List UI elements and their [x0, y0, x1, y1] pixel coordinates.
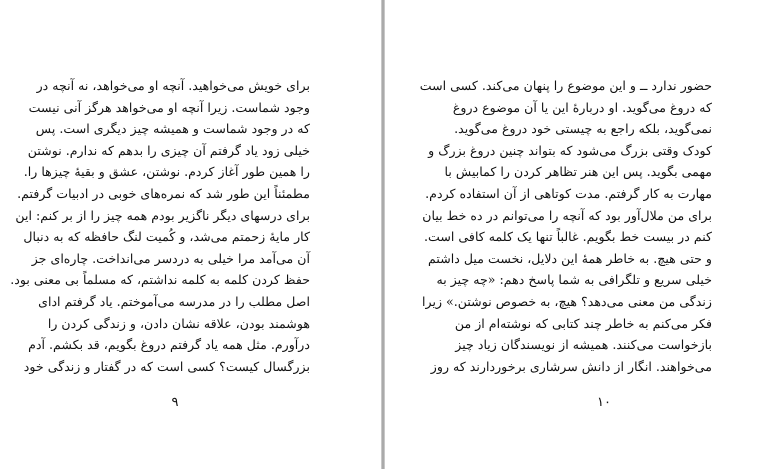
text-line: برای درسهای دیگر ناگزیر بودم همه چیز را از بر کنم: این	[15, 207, 310, 223]
text-line: مهارت به کار گرفتم. مدت کوتاهی از آن استفاده کردم.	[425, 185, 712, 201]
text-line: حضور ندارد ــ و این موضوع را پنهان می‌کند. کسی است	[419, 78, 712, 93]
text-line: زندگی من معنی می‌دهد؟ هیچ، به خصوص نوشتن.» زیرا	[422, 293, 712, 309]
right-page-text	[419, 75, 712, 377]
text-line: خیلی سریع و تلگرافی به شما پاسخ دهم: «چه چیز به	[436, 272, 712, 288]
text-line: که دروغ می‌گوید. او دربارهٔ این یا آن موضوع دروغ	[452, 99, 712, 115]
text-line: برای من ملال‌آور بود که آنچه را می‌توانم در ده خط بیان	[422, 207, 712, 223]
text-line: مطمئناً این طور شد که نمره‌های خوبی در ادبیات گرفتم.	[17, 185, 310, 201]
text-line: برای خویش می‌خواهید. آنچه او می‌خواهد، نه آنچه در	[36, 78, 310, 93]
left-page	[0, 0, 381, 469]
left-page-text	[10, 75, 310, 377]
text-line: کودک وقتی بزرگ می‌شود که بتواند چنین دروغ بزرگ و	[428, 142, 712, 158]
page-number-right: ۱۰	[597, 395, 611, 410]
text-line: کنم در بیست خط بگویم. غالباً تنها یک کلمه کافی است.	[424, 229, 712, 245]
text-line: مهمی بگوید. پس این هنر تظاهر کردن را کمابیش با	[444, 164, 712, 180]
text-line: را همین طور آغاز کردم. نوشتن، عشق و بقیهٔ چیزها را.	[23, 164, 310, 180]
text-line: و حتی هیچ. به خاطر همهٔ این دلایل، نخست میل داشتم	[428, 250, 712, 266]
text-line: درآورم. مثل همه یاد گرفتم دروغ بگویم، قد بکشم. آدم	[28, 337, 310, 353]
text-line: هوشمند بودن، علاقه نشان دادن، و زندگی کردن را	[47, 315, 310, 331]
text-line: آن می‌آمد مرا خیلی به دردسر می‌انداخت. چاره‌ای جز	[31, 250, 310, 266]
text-line: بزرگسال کیست؟ کسی است که در گفتار و زندگی خود	[23, 358, 310, 374]
text-line: وجود شماست. زیرا آنچه او می‌خواهد هرگز آنی نیست	[28, 99, 310, 115]
text-line: می‌خواهند. انگار از دانش سرشاری برخوردارند که روز	[430, 358, 712, 374]
text-line: کار مایهٔ زحمتم می‌شد، و کُمیت لنگ حافظه که به دنبال	[23, 229, 310, 245]
right-page	[385, 0, 782, 469]
text-line: نمی‌گوید، بلکه راجع به چیستی خود دروغ می‌گوید.	[454, 121, 712, 137]
text-line: که در وجود شماست و همیشه چیز دیگری است. پس	[35, 121, 310, 137]
text-line: اصل مطلب را در مدرسه می‌آموختم. یاد گرفتم ادای	[38, 293, 310, 309]
text-line: خیلی زود یاد گرفتم آن چیزی را بدهم که ندارم. نوشتن	[27, 142, 310, 158]
text-line: فکر می‌کنم به خاطر چند کتابی که نوشته‌ام از من	[454, 315, 712, 331]
page-number-left: ۹	[171, 395, 179, 410]
text-line: حفظ کردن کلمه به کلمه نداشتم، که مسلماً بی معنی بود.	[10, 272, 310, 288]
text-line: بازخواست می‌کنند. همیشه از نویسندگان زیاد چیز	[455, 337, 712, 353]
